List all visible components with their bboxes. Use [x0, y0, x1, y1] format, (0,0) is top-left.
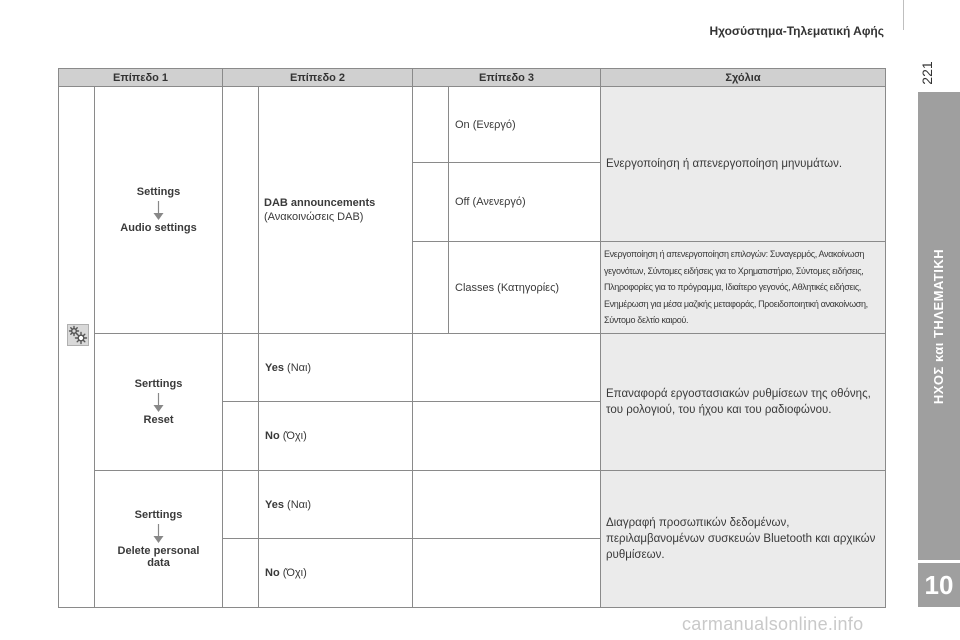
comment-dab-toggle: Ενεργοποίηση ή απενεργοποίηση μηνυμάτων. [600, 86, 886, 242]
header-level-3: Επίπεδο 3 [412, 68, 601, 87]
comment-delete-personal-data: Διαγραφή προσωπικών δεδομένων, περιλαμβανομένων συσκευών Bluetooth και αρχικών ρυθμίσεων. [600, 470, 886, 608]
level3-spacer [412, 241, 449, 334]
level3-empty [412, 538, 601, 608]
arrow-down-icon [153, 524, 164, 543]
level2-dab-announcements: DAB announcements (Ανακοινώσεις DAB) [258, 86, 413, 334]
level2-delete-no: No (Όχι) [258, 538, 413, 608]
arrow-down-icon [153, 393, 164, 412]
level2-spacer [222, 86, 259, 334]
level2-reset-no: No (Όχι) [258, 401, 413, 471]
level2-spacer [222, 401, 259, 471]
arrow-down-icon [153, 201, 164, 220]
level3-empty [412, 333, 601, 402]
level2-reset-yes: Yes (Ναι) [258, 333, 413, 402]
page-header-title: Ηχοσύστημα-Τηλεματική Αφής [709, 24, 884, 38]
level2-spacer [222, 470, 259, 539]
gear-icon [67, 324, 89, 346]
level2-spacer [222, 333, 259, 402]
menu-icon-cell [58, 86, 95, 608]
level1-audio-settings: Settings Audio settings [94, 86, 223, 334]
watermark: carmanualsonline.info [682, 614, 864, 634]
level3-spacer [412, 86, 449, 163]
level2-spacer [222, 538, 259, 608]
level1-reset: Serttings Reset [94, 333, 223, 471]
level3-off: Off (Ανενεργό) [448, 162, 601, 242]
comment-dab-classes: Ενεργοποίηση ή απενεργοποίηση επιλογών: Συναγερμός, Ανακοίνωση γεγονότων, Σύντομες ειδήσεις για το Χρηματιστήριο, Σύντομες ειδήσεις, Πληροφορίες για το πρόγραμμα, Ιδιαίτερο γεγονός, Αθλητικές ειδήσεις, Ενημέρωση για μέσα μαζικής μεταφοράς, Προειδοποιητική ανακοίνωση, Σύντομο δελτίο καιρού. [600, 241, 886, 334]
comment-reset: Επαναφορά εργοστασιακών ρυθμίσεων της οθόνης, του ρολογιού, του ήχου και του ραδιοφώνου. [600, 333, 886, 471]
page-number: 221 [919, 61, 935, 85]
level2-delete-yes: Yes (Ναι) [258, 470, 413, 539]
level3-empty [412, 401, 601, 471]
level3-empty [412, 470, 601, 539]
header-level-2: Επίπεδο 2 [222, 68, 413, 87]
header-level-1: Επίπεδο 1 [58, 68, 223, 87]
menu-table [58, 68, 886, 608]
chapter-side-label: ΗΧΟΣ και ΤΗΛΕΜΑΤΙΚΗ [931, 248, 947, 404]
level1-delete-personal-data: Serttings Delete personal data [94, 470, 223, 608]
chapter-number: 10 [918, 563, 960, 607]
level3-spacer [412, 162, 449, 242]
header-comments: Σχόλια [600, 68, 886, 87]
top-divider [903, 0, 904, 30]
level3-on: On (Ενεργό) [448, 86, 601, 163]
level3-classes: Classes (Κατηγορίες) [448, 241, 601, 334]
